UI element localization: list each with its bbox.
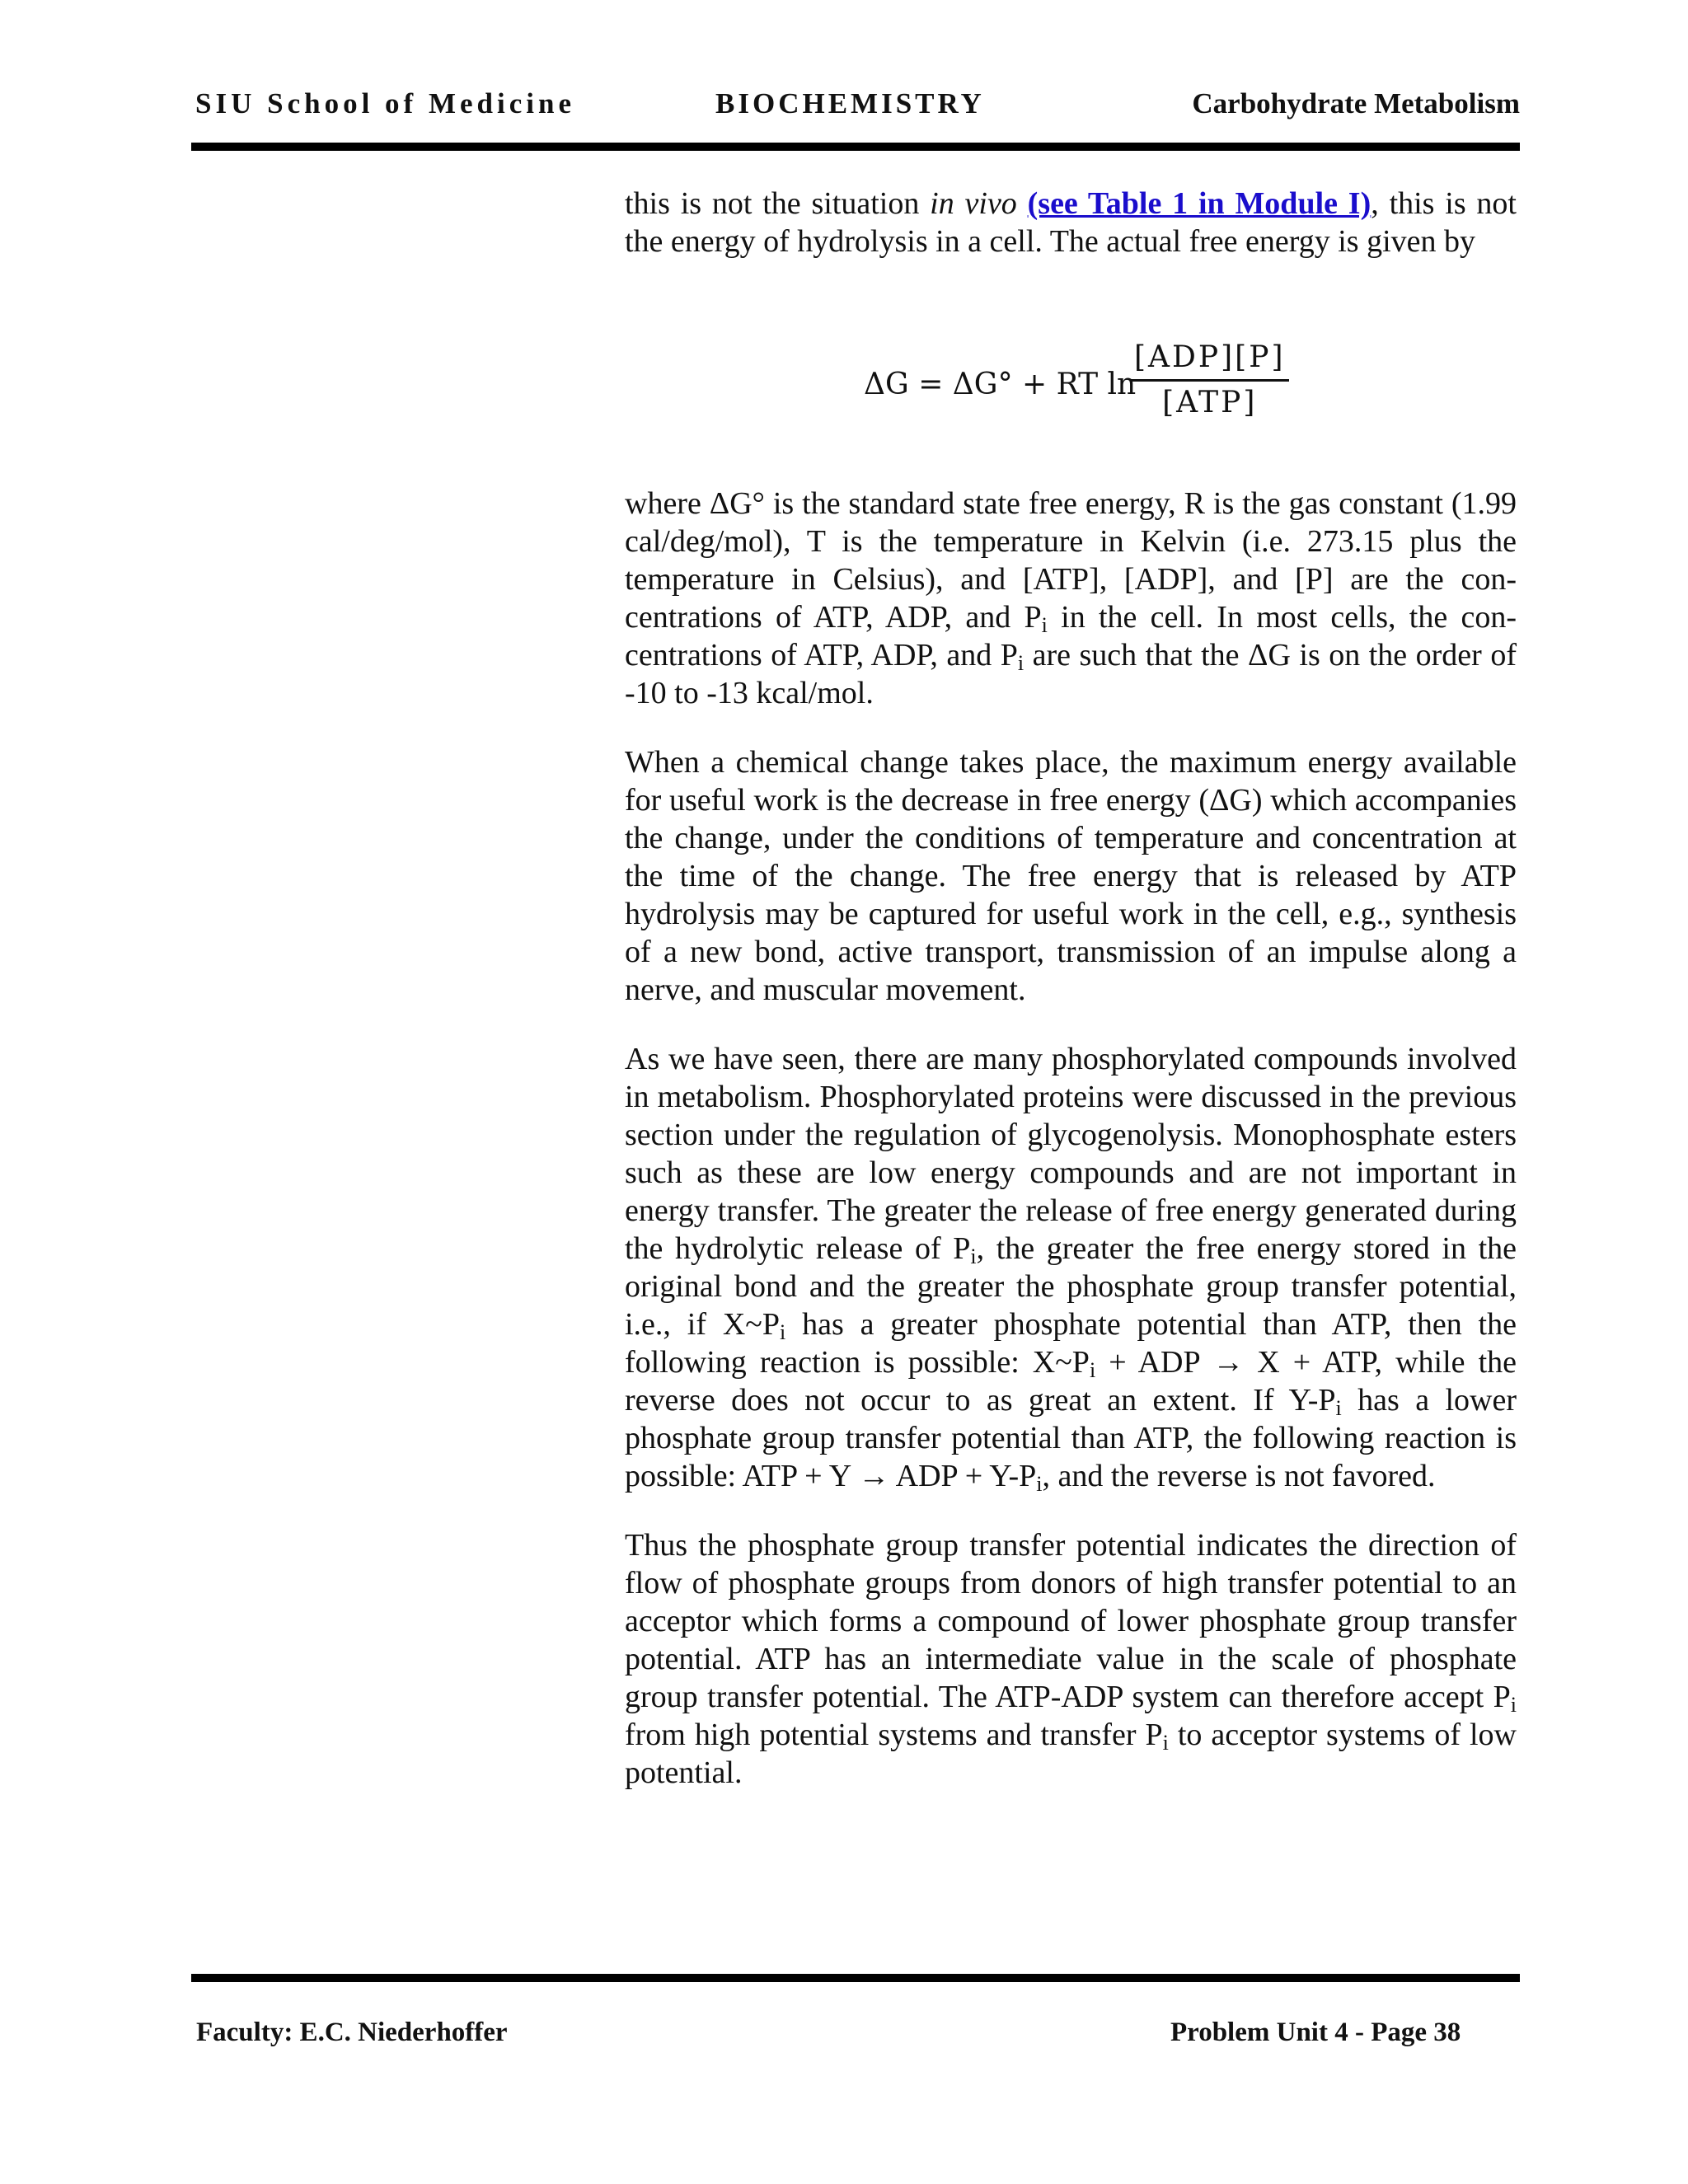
subscript: i	[970, 1244, 977, 1268]
text-run: As we have seen, there are many phosphorylated compounds involved in metabolism. Phosphorylated proteins were discussed in the previous section under the regulation of glycogenolysis. Monophosphate esters such as these are low energy compounds and are not important in energy transfer. The greater the release of free energy generated during the hydrolytic release of P	[625, 1042, 1517, 1266]
header-subject: BIOCHEMISTRY	[715, 87, 985, 120]
equation-denominator: [ATP]	[1162, 386, 1258, 419]
subscript: i	[1335, 1396, 1342, 1420]
text-run: , the greater the free energy stored in the original bond and the greater the phosphate group transfer potential, i.e., if X~P	[625, 1231, 1517, 1342]
footer-page-number: Problem Unit 4 - Page 38	[1170, 2018, 1461, 2047]
subscript: i	[1017, 651, 1025, 675]
paragraph-2	[625, 485, 1517, 712]
paragraph-3: When a chemical change takes place, the maximum energy available for useful work is the decrease in free energy (ΔG) which accompanies the change, under the conditions of temperature and concentration at the time of the change. The free energy that is released by ATP hydrolysis may be captured for useful work in the cell, e.g., synthesis of a new bond, active transport, transmission of an impulse along a nerve, and muscular movement.	[625, 745, 1517, 1007]
text-run: , this is not the energy of hydrolysis in a cell. The actual free energy is given by	[625, 186, 1517, 259]
page-header	[191, 87, 1520, 129]
header-rule	[191, 143, 1520, 151]
equation-fraction	[1131, 340, 1289, 421]
text-run: in the cell. In most cells, the concentrations of ATP, ADP, and P	[625, 600, 1517, 673]
paragraph-5	[625, 1526, 1517, 1792]
text-run	[1017, 186, 1028, 221]
footer-faculty: Faculty: E.C. Niederhoffer	[196, 2018, 508, 2047]
text-run: + ADP → X + ATP, while the reverse does not occur to as great an extent. If Y-P	[625, 1345, 1517, 1418]
subscript: i	[1036, 1472, 1043, 1496]
text-run: where ΔG° is the standard state free energy, R is the gas constant (1.99 cal/deg/mol), T is the temperature in Kelvin (i.e. 273.15 plus the temperature in Celsius), and [ATP], [ADP], and [P] are the concentrations of ATP, ADP, and P	[625, 486, 1517, 635]
paragraph-1	[625, 185, 1517, 260]
text-run: has a lower phosphate group transfer potential than ATP, the following reaction is possible: ATP + Y → ADP + Y-P	[625, 1383, 1517, 1493]
text-run: are such that the ΔG is on the order of -10 to -13 kcal/mol.	[625, 638, 1517, 710]
text-run: has a greater phosphate potential than ATP, then the following reaction is possible: X~P	[625, 1307, 1517, 1380]
free-energy-equation	[625, 292, 1517, 468]
equation-lhs: ΔG = ΔG° + RT ln	[864, 368, 1137, 401]
header-institution: SIU School of Medicine	[195, 87, 575, 120]
emphasis-in-vivo: in vivo	[930, 186, 1017, 221]
text-run: to acceptor systems of low potential.	[625, 1718, 1517, 1790]
subscript: i	[1510, 1693, 1517, 1717]
header-topic: Carbohydrate Metabolism	[1192, 87, 1520, 120]
main-content	[625, 185, 1517, 1823]
equation-numerator: [ADP][P]	[1131, 340, 1289, 382]
footer-rule	[191, 1974, 1520, 1982]
table-1-module-link[interactable]: (see Table 1 in Module I)	[1027, 186, 1372, 221]
text-run: , and the reverse is not favored.	[1042, 1459, 1436, 1493]
subscript: i	[779, 1320, 786, 1344]
paragraph-4	[625, 1040, 1517, 1495]
text-run: from high potential systems and transfer P	[625, 1718, 1163, 1752]
subscript: i	[1162, 1731, 1169, 1755]
text-run: this is not the situation	[625, 186, 931, 221]
subscript: i	[1089, 1358, 1096, 1382]
subscript: i	[1041, 613, 1048, 637]
text-run: Thus the phosphate group transfer potential indicates the direction of flow of phosphate groups from donors of high transfer potential to an acceptor which forms a compound of lower phosphate group transfer potential. ATP has an intermediate value in the scale of phosphate group transfer potential. The ATP-ADP system can therefore accept P	[625, 1528, 1517, 1714]
